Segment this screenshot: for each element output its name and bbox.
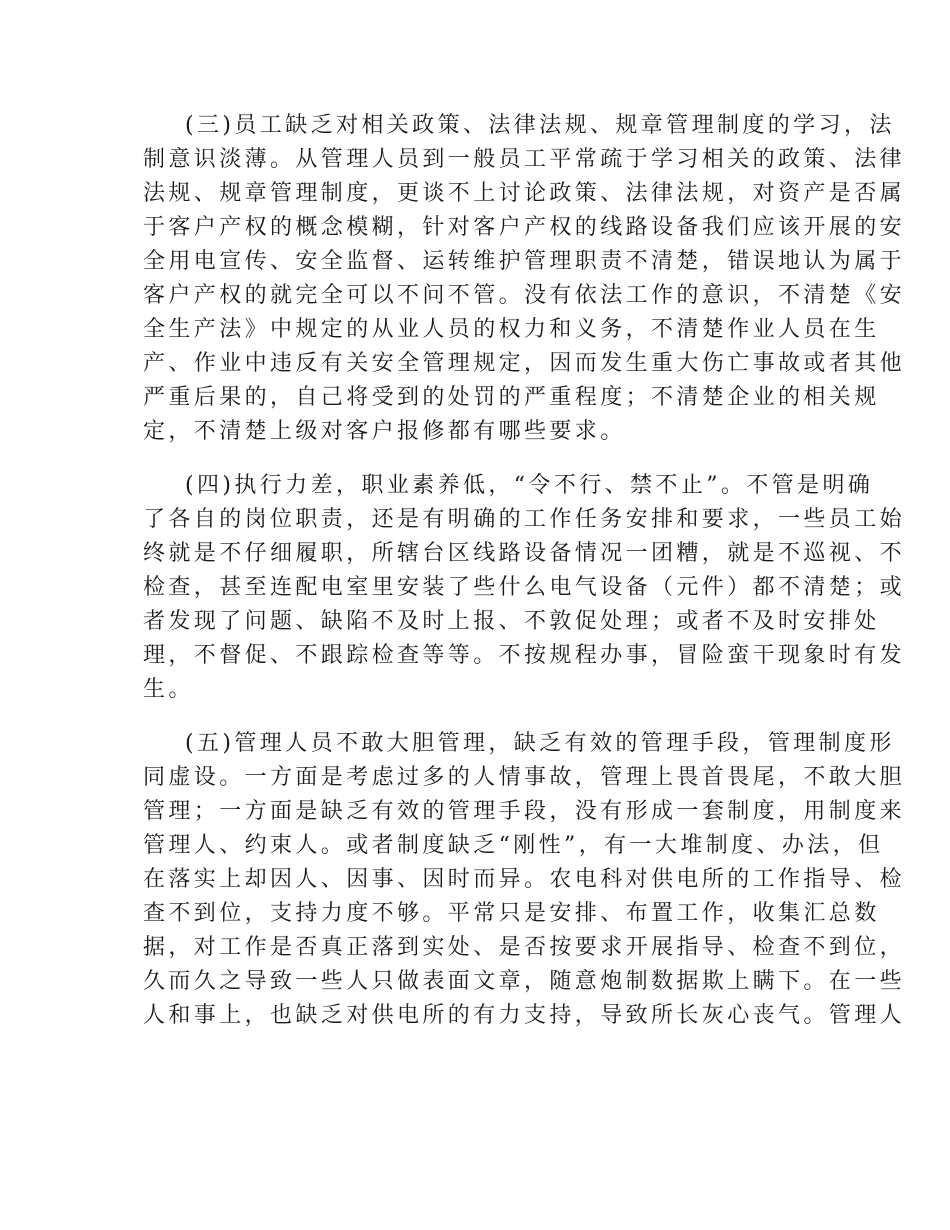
text-line: 生。 bbox=[143, 677, 194, 702]
paragraph-3 bbox=[143, 109, 906, 449]
text-line: 查不到位，支持力度不够。平常只是安排、布置工作，收集汇总数 bbox=[143, 901, 880, 926]
text-line: 同虚设。一方面是考虑过多的人情事故，管理上畏首畏尾，不敢大胆 bbox=[143, 765, 906, 790]
text-line: (三)员工缺乏对相关政策、法律法规、规章管理制度的学习，法 bbox=[185, 113, 895, 138]
text-line: 严重后果的，自己将受到的处罚的严重程度；不清楚企业的相关规 bbox=[143, 385, 880, 410]
paragraph-4 bbox=[143, 469, 906, 707]
text-line: 检查，甚至连配电室里安装了些什么电气设备（元件）都不清楚；或 bbox=[143, 575, 906, 600]
text-line: 管理人、约束人。或者制度缺乏“刚性”，有一大堆制度、办法，但 bbox=[143, 833, 884, 858]
text-line: 定，不清楚上级对客户报修都有哪些要求。 bbox=[143, 419, 626, 444]
text-line: 管理；一方面是缺乏有效的管理手段，没有形成一套制度，用制度来 bbox=[143, 799, 906, 824]
text-line: 产、作业中违反有关安全管理规定，因而发生重大伤亡事故或者其他 bbox=[143, 351, 906, 376]
document-page bbox=[143, 109, 906, 1053]
text-line: 在落实上却因人、因事、因时而异。农电科对供电所的工作指导、检 bbox=[143, 867, 906, 892]
text-line: 理，不督促、不跟踪检查等等。不按规程办事，冒险蛮干现象时有发 bbox=[143, 643, 906, 668]
paragraph-5 bbox=[143, 727, 906, 1033]
text-line: (五)管理人员不敢大胆管理，缺乏有效的管理手段，管理制度形 bbox=[185, 731, 895, 756]
text-line: 全用电宣传、安全监督、运转维护管理职责不清楚，错误地认为属于 bbox=[143, 249, 906, 274]
text-line: 者发现了问题、缺陷不及时上报、不敦促处理；或者不及时安排处 bbox=[143, 609, 880, 634]
text-line: 了各自的岗位职责，还是有明确的工作任务安排和要求，一些员工始 bbox=[143, 507, 906, 532]
text-line: 人和事上，也缺乏对供电所的有力支持，导致所长灰心丧气。管理人 bbox=[143, 1003, 906, 1028]
text-line: 法规、规章管理制度，更谈不上讨论政策、法律法规，对资产是否属 bbox=[143, 181, 906, 206]
text-line: 制意识淡薄。从管理人员到一般员工平常疏于学习相关的政策、法律 bbox=[143, 147, 906, 172]
text-line: 于客户产权的概念模糊，针对客户产权的线路设备我们应该开展的安 bbox=[143, 215, 906, 240]
text-line: 久而久之导致一些人只做表面文章，随意炮制数据欺上瞒下。在一些 bbox=[143, 969, 906, 994]
text-line: 客户产权的就完全可以不问不管。没有依法工作的意识，不清楚《安 bbox=[143, 283, 906, 308]
text-line: 终就是不仔细履职，所辖台区线路设备情况一团糟，就是不巡视、不 bbox=[143, 541, 906, 566]
text-line: (四)执行力差，职业素养低，“令不行、禁不止”。不管是明确 bbox=[185, 473, 874, 498]
text-line: 据，对工作是否真正落到实处、是否按要求开展指导、检查不到位， bbox=[143, 935, 906, 960]
text-line: 全生产法》中规定的从业人员的权力和义务，不清楚作业人员在生 bbox=[143, 317, 880, 342]
